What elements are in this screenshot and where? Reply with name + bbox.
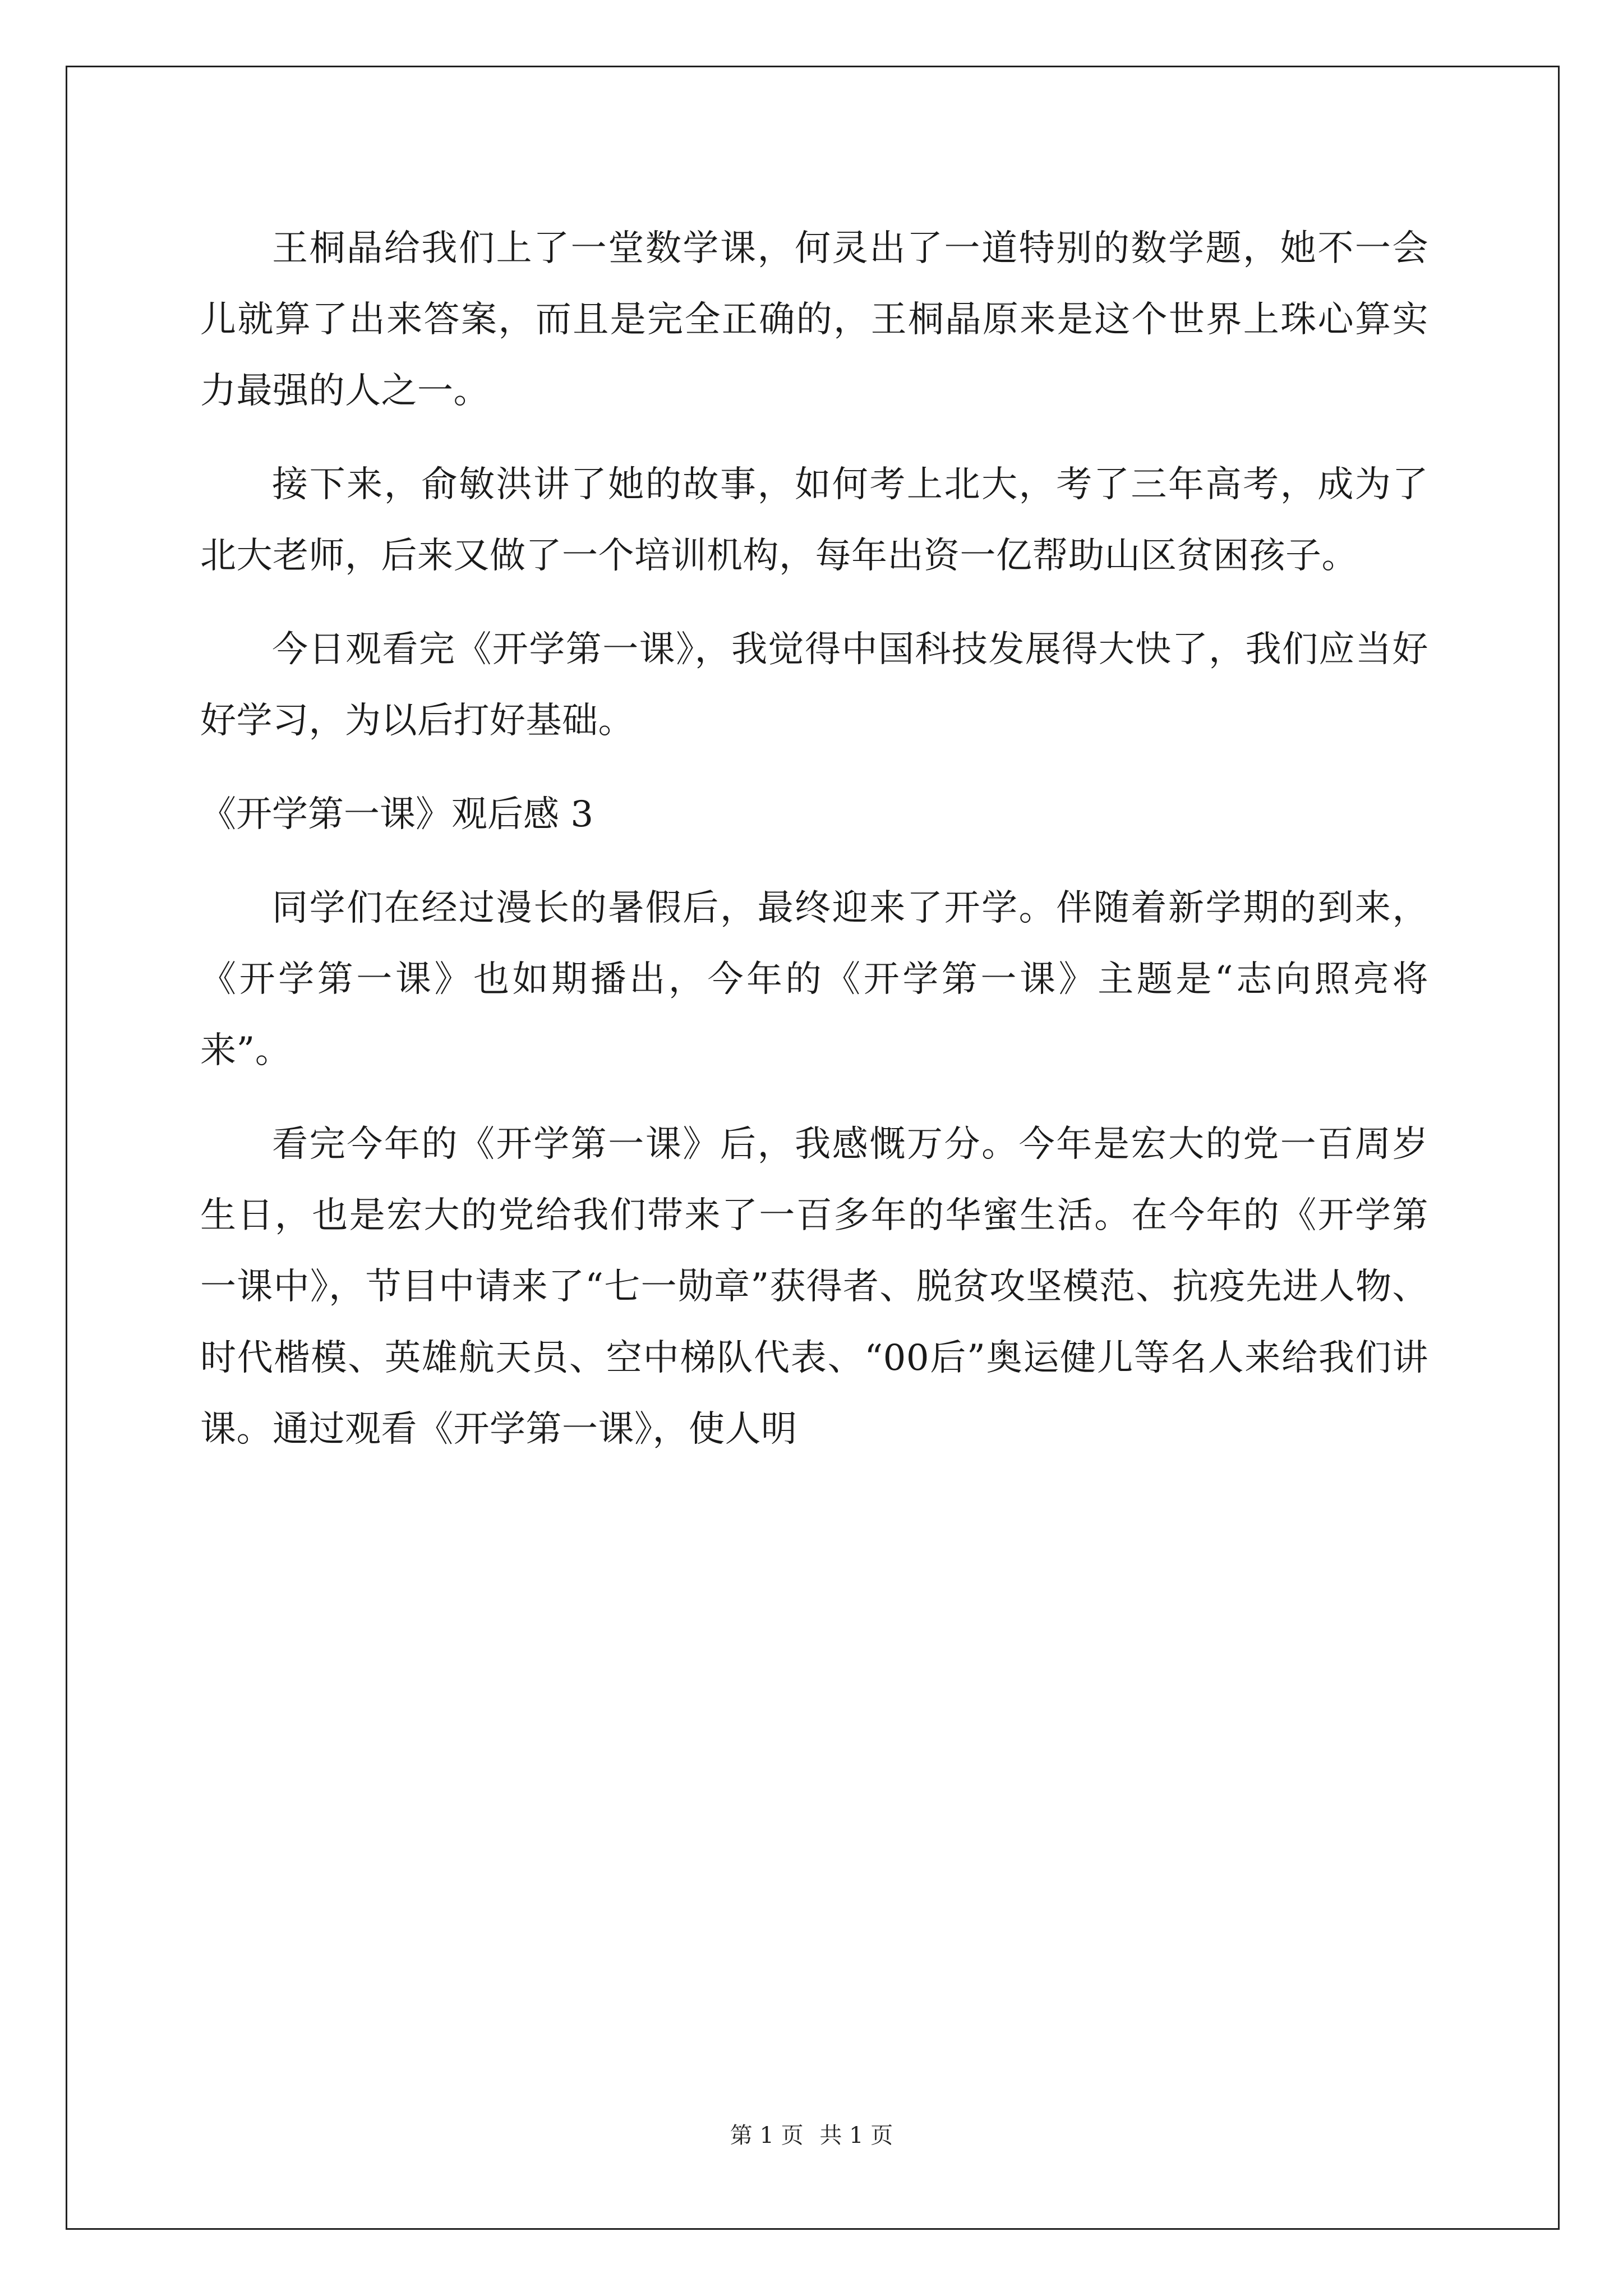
document-body [200,213,1428,1488]
paragraph: 今日观看完《开学第一课》，我觉得中国科技发展得大快了，我们应当好好学习，为以后打好基础。 [200,629,1428,742]
paragraph: 看完今年的《开学第一课》后，我感慨万分。今年是宏大的党一百周岁生日，也是宏大的党给我们带来了一百多年的华蜜生活。在今年的《开学第一课中》，节目中请来了“七一勋章”获得者、脱贫攻坚模范、抗疫先进人物、时代楷模、英雄航天员、空中梯队代表、“00后”奥运健儿等名人来给我们讲课。通过观看《开学第一课》，使人明 [200,1124,1428,1450]
section-heading: 《开学第一课》观后感 3 [200,794,594,835]
paragraph: 接下来，俞敏洪讲了她的故事，如何考上北大，考了三年高考，成为了北大老师，后来又做了一个培训机构，每年出资一亿帮助山区贫困孩子。 [200,464,1428,577]
page-number: 第 1 页 [730,2123,804,2148]
paragraph: 王桐晶给我们上了一堂数学课，何灵出了一道特别的数学题，她不一会儿就算了出来答案，而且是完全正确的，王桐晶原来是这个世界上珠心算实力最强的人之一。 [200,228,1428,412]
page-footer [0,2122,1623,2150]
page-total: 共 1 页 [819,2123,893,2148]
paragraph: 同学们在经过漫长的暑假后，最终迎来了开学。伴随着新学期的到来，《开学第一课》也如期播出，今年的《开学第一课》主题是“志向照亮将来”。 [200,887,1428,1071]
